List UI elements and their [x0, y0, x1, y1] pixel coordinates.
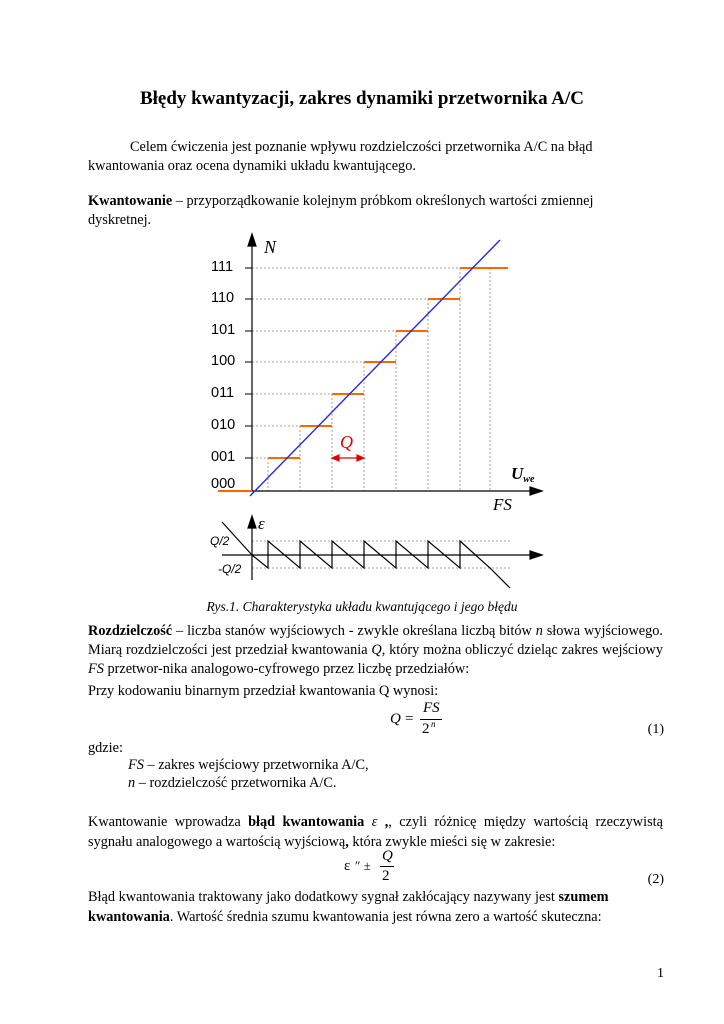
y-axis-label: N — [264, 237, 277, 257]
binary-coding-line: Przy kodowaniu binarnym przedział kwantowania Q wynosi: — [88, 683, 439, 699]
quantization-term: Kwantowanie — [88, 193, 173, 209]
code-labels — [211, 259, 235, 492]
quantization-definition: – przyporządkowanie kolejnym próbkom określonych wartości zmiennej dyskretnej. — [88, 193, 594, 228]
code-ticks — [245, 268, 252, 458]
quantization-noise-paragraph: Błąd kwantowania traktowany jako dodatkowy sygnał zakłócający nazywany jest szumem kwantowania. Wartość średnia szumu kwantowania jest równa zero a wartość skuteczna: — [88, 889, 609, 925]
plus-half-q-label: Q/2 — [210, 534, 230, 548]
ideal-characteristic-line — [250, 240, 500, 496]
where-fs-line: FS – zakres wejściowy przetwornika A/C, — [128, 757, 369, 773]
code-label: 011 — [211, 385, 235, 401]
intro-paragraph: Celem ćwiczenia jest poznanie wpływu rozdzielczości przetwornika A/C na błąd kwantowania oraz ocena dynamiki układu kwantującego. — [88, 139, 593, 174]
grid-lines — [252, 268, 510, 568]
page-title: Błędy kwantyzacji, zakres dynamiki przetwornika A/C — [139, 88, 585, 109]
axes — [218, 234, 542, 580]
equation-2: ε ″ ± Q 2 — [344, 848, 393, 884]
equation-2-number: (2) — [647, 872, 664, 887]
resolution-term: Rozdzielczość — [88, 623, 173, 639]
code-label: 111 — [211, 259, 234, 275]
q-interval-label: Q — [340, 432, 353, 452]
where-label: gdzie: — [88, 740, 123, 756]
equation-1-number: (1) — [647, 722, 664, 737]
resolution-paragraph: Rozdzielczość – liczba stanów wyjściowych - zwykle określana liczbą bitów n słowa wyjściowego. Miarą rozdzielczości jest przedział kwantowania Q, który można obliczyć dzieląc zakres wejściowy FS przetwor-nika analogowo-cyfrowego przez liczbę przedziałów: — [88, 623, 663, 677]
page-number: 1 — [657, 966, 664, 981]
code-label: 110 — [211, 290, 235, 306]
figure-caption: Rys.1. Charakterystyka układu kwantującego i jego błędu — [206, 599, 518, 614]
fraction-bar — [380, 866, 394, 867]
fs-label: FS — [493, 495, 512, 514]
code-label: 100 — [211, 353, 236, 369]
code-label: 001 — [211, 449, 236, 465]
x-axis-label: Uwe — [511, 464, 535, 485]
code-label: 101 — [211, 322, 236, 338]
equation-1: Q = FS 2 n — [378, 702, 468, 742]
epsilon-axis-label: ε — [258, 514, 265, 533]
minus-half-q-label: -Q/2 — [218, 562, 242, 576]
code-label: 010 — [211, 417, 236, 433]
where-n-line: n – rozdzielczość przetwornika A/C. — [128, 775, 337, 791]
q-interval-arrow — [332, 455, 364, 461]
code-label: 000 — [211, 476, 236, 492]
quantization-error-paragraph: Kwantowanie wprowadza błąd kwantowania ε ,, czyli różnicę między wartością rzeczywistą sygnału analogowego a wartością wyjściową, która zwykle mieści się w zakresie: — [88, 814, 663, 850]
